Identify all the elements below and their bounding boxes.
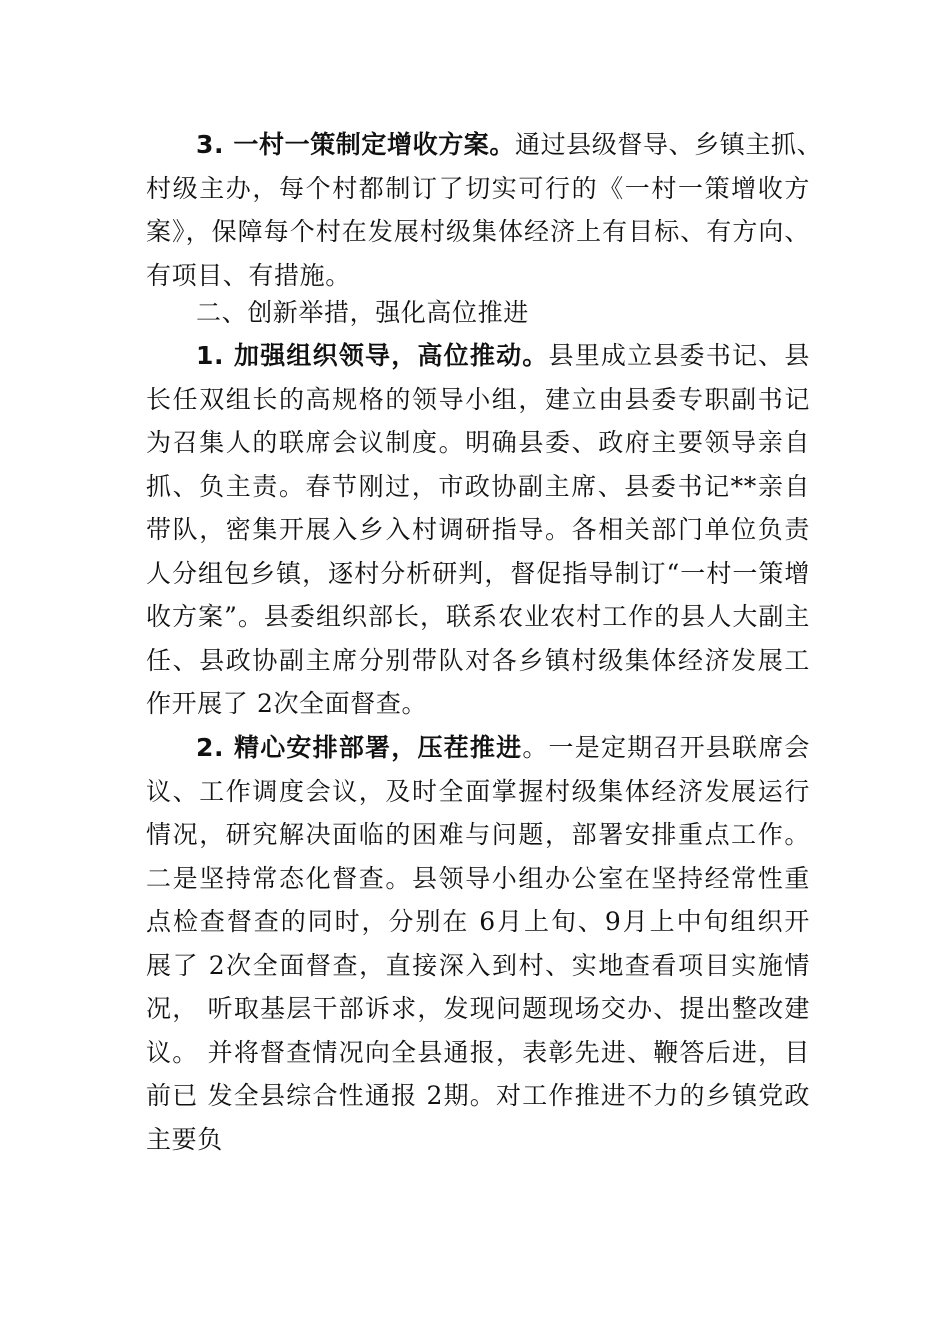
paragraph-line: 为召集人的联席会议制度。明确县委、政府主要领导亲自 [146,428,810,457]
paragraph-line [146,726,810,770]
paragraph-line: 人分组包乡镇，逐村分析研判，督促指导制订“一村一策增 [146,558,810,588]
paragraph-line: 二是坚持常态化督查。县领导小组办公室在坚持经常性重 [146,863,810,893]
paragraph-line: 案》，保障每个村在发展村级集体经济上有目标、有方向、 [146,217,810,246]
paragraph-line: 况， 听取基层干部诉求，发现问题现场交办、提出整改建 [146,994,810,1023]
paragraph-line: 作开展了 2次全面督查。 [146,689,428,718]
paragraph-lead-bold: 1. 加强组织领导，高位推动。 [196,341,549,370]
paragraph-line: 有项目、有措施。 [146,260,351,290]
paragraph-line: 任、县政协副主席分别带队对各乡镇村级集体经济发展工 [146,645,810,675]
paragraph-line: 前已 发全县综合性通报 2期。对工作推进不力的乡镇党政 [146,1081,810,1110]
paragraph-line: 主要负 [146,1124,223,1154]
section-heading-block [146,291,810,335]
paragraph-line: 抓、负主责。春节刚过，市政协副主席、县委书记**亲自 [146,471,810,501]
paragraph-text: 县里成立县委书记、县 [548,341,810,370]
paragraph-village-plan [146,123,823,297]
section-heading: 二、创新举措，强化高位推进 [196,298,529,327]
paragraph-line [146,334,810,378]
paragraph-line: 展了 2次全面督查，直接深入到村、实地查看项目实施情 [146,950,810,980]
paragraph-deployment [146,726,810,1161]
paragraph-line: 村级主办，每个村都制订了切实可行的《一村一策增收方 [146,173,810,203]
paragraph-lead-bold: 2. 精心安排部署，压茬推进 [196,733,523,762]
paragraph-line: 情况，研究解决面临的困难与问题，部署安排重点工作。 [146,820,810,849]
paragraph-line: 长任双组长的高规格的领导小组，建立由县委专职副书记 [146,384,810,414]
paragraph-line: 议。 并将督查情况向全县通报，表彰先进、鞭答后进，目 [146,1037,810,1067]
paragraph-text: 。一是定期召开县联席会 [522,733,811,762]
paragraph-line: 议、工作调度会议，及时全面掌握村级集体经济发展运行 [146,776,810,806]
paragraph-line: 点检查督查的同时，分别在 6月上旬、9月上中旬组织开 [146,907,810,936]
paragraph-line: 带队，密集开展入乡入村调研指导。各相关部门单位负责 [146,515,810,544]
paragraph-organization-leadership [146,334,810,726]
paragraph-line: 收方案”。县委组织部长，联系农业农村工作的县人大副主 [146,602,810,631]
paragraph-lead-bold: 3. 一村一策制定增收方案。 [196,130,515,159]
paragraph-text: 通过县级督导、乡镇主抓、 [515,130,823,159]
paragraph-line [146,123,823,167]
